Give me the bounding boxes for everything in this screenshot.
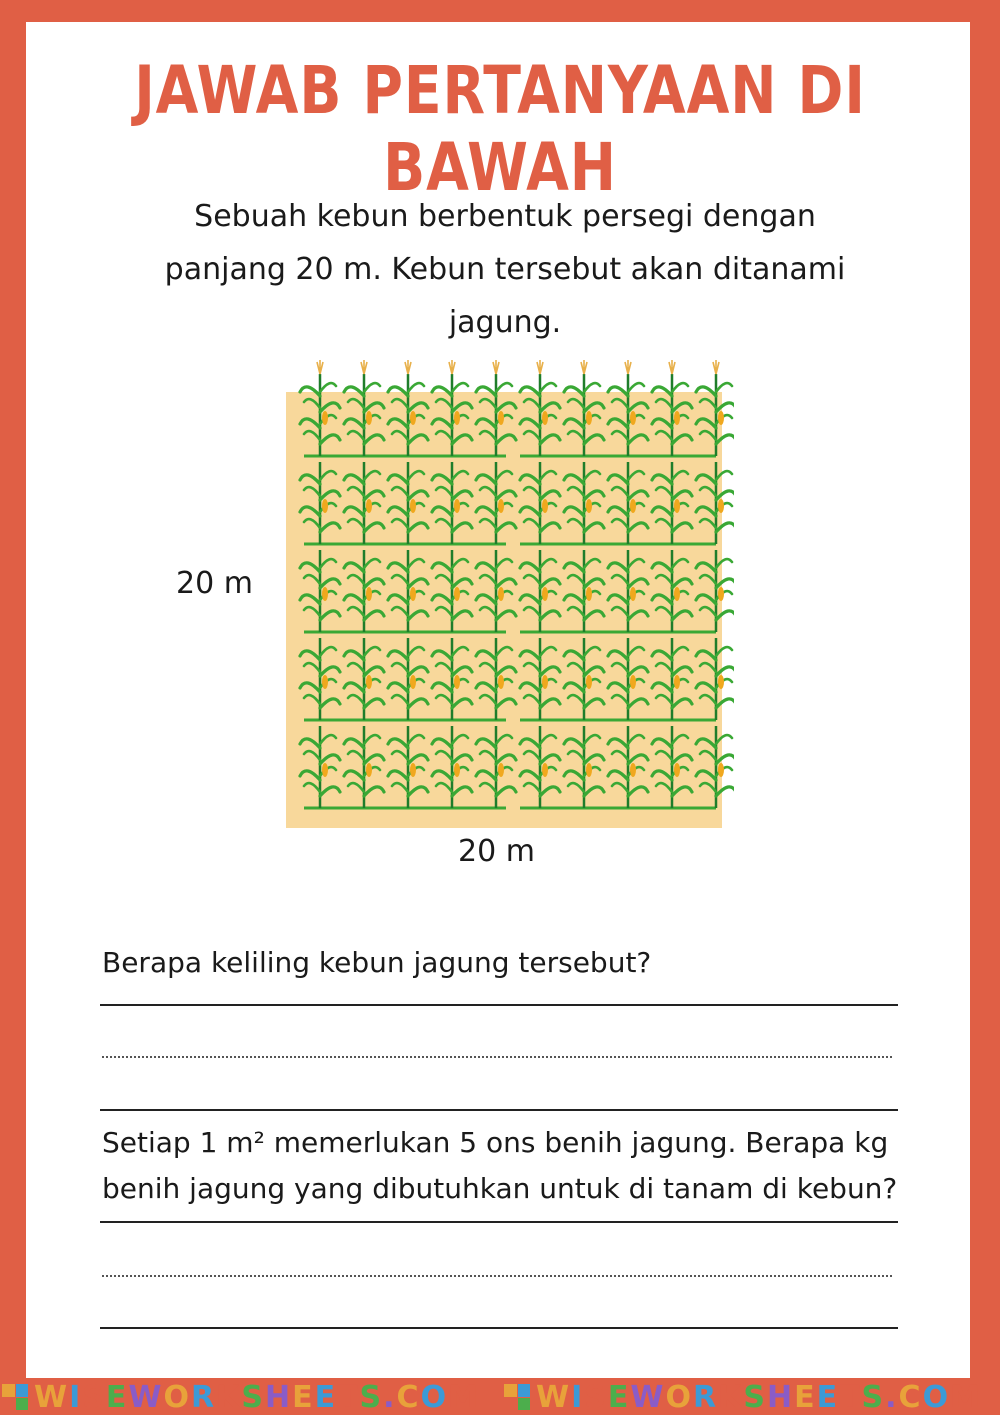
corn-plant-icon <box>388 638 428 720</box>
corn-plant-icon <box>520 360 560 456</box>
intro-line-2: panjang 20 m. Kebun tersebut akan ditanami <box>164 252 846 287</box>
answer-line-dotted-1[interactable] <box>102 1056 892 1058</box>
watermark-text: WISEWORKSHEETS.COM <box>34 1379 480 1415</box>
corn-plant-icon <box>564 726 604 808</box>
corn-plant-icon <box>696 360 734 456</box>
corn-plant-icon <box>696 726 734 808</box>
corn-plant-icon <box>476 360 516 456</box>
page-title: JAWAB PERTANYAAN DI BAWAH <box>134 52 866 206</box>
corn-plant-icon <box>608 462 648 544</box>
intro-line-1: Sebuah kebun berbentuk persegi dengan <box>194 199 816 234</box>
corn-plant-icon <box>388 550 428 632</box>
corn-plant-icon <box>696 638 734 720</box>
corn-plant-icon <box>652 638 692 720</box>
corn-plants-illustration <box>284 352 734 832</box>
question-1: Berapa keliling kebun jagung tersebut? <box>102 946 652 979</box>
corn-plant-icon <box>476 550 516 632</box>
question-2 <box>102 1120 897 1212</box>
question-2-line-2: benih jagung yang dibutuhkan untuk di tanam di kebun? <box>102 1172 898 1205</box>
corn-plant-icon <box>564 360 604 456</box>
watermark-logo-icon <box>504 1384 530 1410</box>
corn-plant-icon <box>432 550 472 632</box>
corn-plant-icon <box>652 462 692 544</box>
corn-plant-icon <box>608 550 648 632</box>
corn-plant-icon <box>432 462 472 544</box>
corn-plant-icon <box>432 638 472 720</box>
intro-line-3: jagung. <box>448 305 562 340</box>
answer-line-dotted-2[interactable] <box>102 1275 892 1277</box>
side-length-label: 20 m <box>176 566 253 601</box>
corn-plant-icon <box>300 360 340 456</box>
corn-plant-icon <box>476 462 516 544</box>
problem-intro <box>120 190 890 349</box>
corn-plant-icon <box>300 638 340 720</box>
watermark-1 <box>2 1380 480 1414</box>
corn-plant-icon <box>344 550 384 632</box>
corn-plant-icon <box>300 726 340 808</box>
corn-plant-icon <box>564 550 604 632</box>
corn-plant-icon <box>564 638 604 720</box>
corn-plant-icon <box>652 550 692 632</box>
answer-line-solid-4[interactable] <box>100 1327 898 1329</box>
corn-plant-icon <box>696 462 734 544</box>
corn-plant-icon <box>696 550 734 632</box>
corn-plant-icon <box>520 726 560 808</box>
corn-plant-icon <box>388 360 428 456</box>
corn-plant-icon <box>344 638 384 720</box>
question-2-line-1: Setiap 1 m² memerlukan 5 ons benih jagung. Berapa kg <box>102 1126 889 1159</box>
corn-plant-icon <box>344 462 384 544</box>
answer-line-solid-3[interactable] <box>100 1221 898 1223</box>
corn-plant-icon <box>344 360 384 456</box>
corn-plant-icon <box>388 462 428 544</box>
answer-line-solid-2[interactable] <box>100 1109 898 1111</box>
watermark-text: WISEWORKSHEETS.COM <box>536 1379 982 1415</box>
watermark-2 <box>504 1380 982 1414</box>
answer-line-solid-1[interactable] <box>100 1004 898 1006</box>
corn-plant-icon <box>300 462 340 544</box>
corn-plant-icon <box>476 726 516 808</box>
corn-plant-icon <box>476 638 516 720</box>
corn-plant-icon <box>520 638 560 720</box>
corn-plant-icon <box>344 726 384 808</box>
bottom-length-label: 20 m <box>458 834 535 869</box>
corn-plant-icon <box>652 360 692 456</box>
corn-plant-icon <box>652 726 692 808</box>
watermark-logo-icon <box>2 1384 28 1410</box>
corn-plant-icon <box>520 550 560 632</box>
corn-plant-icon <box>564 462 604 544</box>
corn-plant-icon <box>608 360 648 456</box>
corn-plant-icon <box>432 726 472 808</box>
corn-plant-icon <box>300 550 340 632</box>
corn-plant-icon <box>388 726 428 808</box>
corn-plant-icon <box>608 638 648 720</box>
corn-plant-icon <box>432 360 472 456</box>
corn-plant-icon <box>608 726 648 808</box>
corn-plant-icon <box>520 462 560 544</box>
watermark-footer <box>0 1380 1000 1414</box>
